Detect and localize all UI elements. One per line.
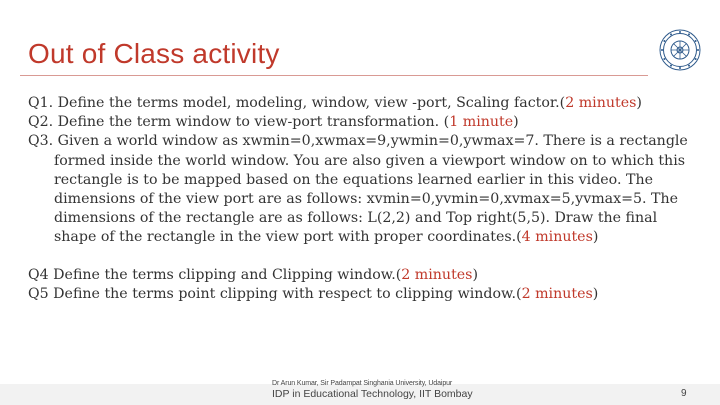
question-text: Q5 Define the terms point clipping with respect to clipping window.( — [28, 285, 522, 302]
question-text: Q2. Define the term window to view-port transformation. ( — [28, 114, 450, 131]
iit-bombay-emblem-icon — [658, 28, 702, 72]
question-list — [28, 94, 688, 304]
question-text: dimensions of the view port are as follows: xvmin=0,yvmin=0,xvmax=5,yvmax=5. The — [54, 191, 679, 208]
question-item: Q5 Define the terms point clipping with respect to clipping window.(2 minutes) — [28, 285, 599, 302]
question-text: shape of the rectangle in the view port with proper coordinates.( — [54, 229, 522, 246]
question-item: Q2. Define the term window to view-port transformation. (1 minute) — [28, 114, 519, 131]
time-estimate: 1 minute — [449, 114, 514, 131]
slide-title: Out of Class activity — [28, 38, 280, 69]
title-divider — [20, 75, 648, 76]
question-text: formed inside the world window. You are also given a viewport window on to which this — [54, 152, 686, 169]
time-estimate: 2 minutes — [521, 285, 593, 302]
question-text: Q1. Define the terms model, modeling, window, view -port, Scaling factor.( — [28, 95, 566, 111]
footer-institute: IDP in Educational Technology, IIT Bombay — [272, 388, 473, 400]
question-item: Q4 Define the terms clipping and Clipping window.(2 minutes) — [28, 266, 478, 283]
question-item: Q3. Given a world window as xwmin=0,xwmax=9,ywmin=0,ywmax=7. There is a rectangle formed inside the world window. You are also given a viewport window on to which this rectangle is to be mapped based on the equations learned earlier in this video. The dimensions of the view port are as follows: xvmin=0,yvmin=0,xvmax=5,yvmax=5. The dimensions of the rectangle are as follows: L(2,2) and Top right(5,5). Draw the final shape of the rectangle in the view port with proper coordinates.(4 minutes) — [28, 133, 688, 246]
time-estimate: 2 minutes — [401, 266, 473, 283]
question-text: Q4 Define the terms clipping and Clipping window.( — [28, 266, 402, 283]
question-item: Q1. Define the terms model, modeling, window, view -port, Scaling factor.(2 minutes) — [28, 95, 642, 111]
question-text: Q3. Given a world window as xwmin=0,xwmax=9,ywmin=0,ywmax=7. There is a rectangle — [28, 133, 688, 150]
question-text: dimensions of the rectangle are as follows: L(2,2) and Top right(5,5). Draw the final — [54, 210, 658, 227]
page-number: 9 — [681, 388, 687, 399]
question-text: rectangle is to be mapped based on the equations learned earlier in this video. The — [54, 171, 653, 188]
footer-author: Dr Arun Kumar, Sir Padampat Singhania University, Udaipur — [272, 380, 453, 387]
time-estimate: 4 minutes — [521, 229, 593, 246]
time-estimate: 2 minutes — [565, 95, 637, 111]
